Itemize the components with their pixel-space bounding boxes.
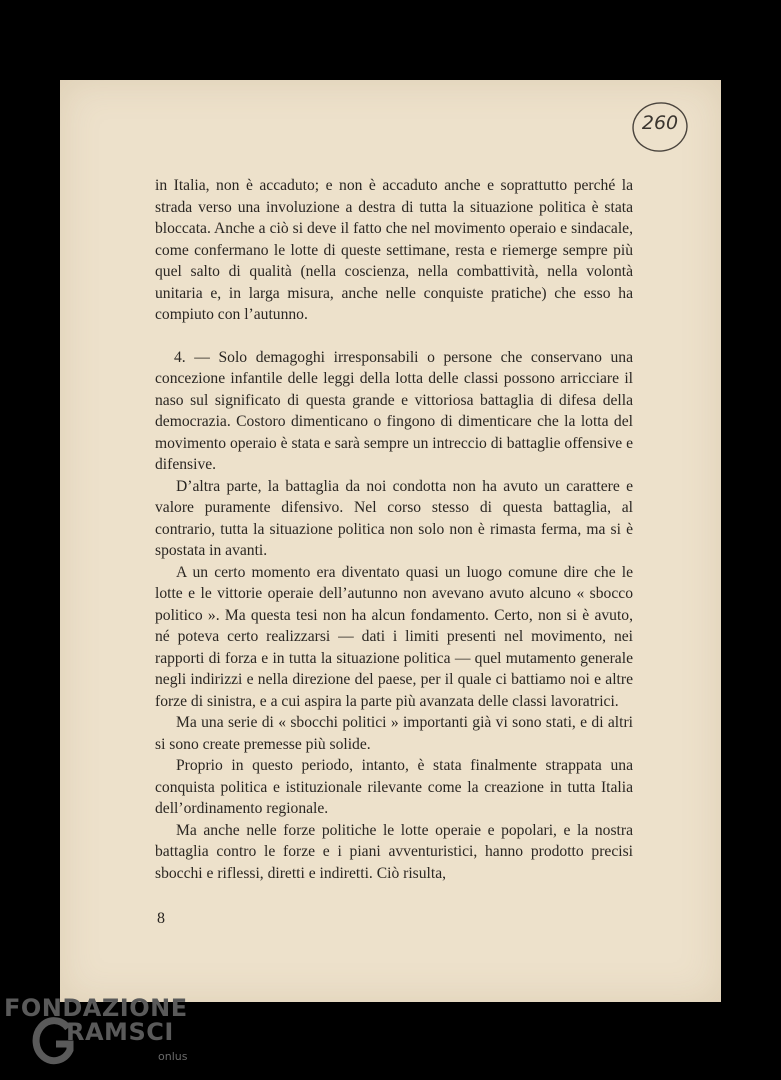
document-page xyxy=(60,80,721,1002)
watermark-line3: onlus xyxy=(158,1050,188,1063)
archive-number: 260 xyxy=(641,112,679,134)
archive-number-stamp xyxy=(629,98,691,156)
body-text xyxy=(155,175,633,884)
paragraph: Proprio in questo periodo, intanto, è stata finalmente strappata una conquista politica e istituzionale rilevante come la creazione in tutta Italia dell’ordinamento regionale. xyxy=(155,757,633,817)
paragraph: Ma anche nelle forze politiche le lotte operaie e popolari, e la nostra battaglia contro le forze e i piani avventuristici, hanno prodotto precisi sbocchi e riflessi, diretti e indiretti. Ciò risulta, xyxy=(155,821,633,882)
page-number: 8 xyxy=(157,910,165,927)
paragraph: D’altra parte, la battaglia da noi condotta non ha avuto un carattere e valore puramente difensivo. Nel corso stesso di questa battaglia, al contrario, tutta la situazione politica non solo non è rimasta ferma, ma si è spostata in avanti. xyxy=(155,477,633,559)
watermark-line2: RAMSCI xyxy=(66,1018,174,1046)
fondazione-gramsci-watermark xyxy=(4,994,204,1076)
paragraph-section-4: 4. — Solo demagoghi irresponsabili o persone che conservano una concezione infantile delle leggi della lotta delle classi possono arricciare il naso sul significato di questa grande e vittoriosa battaglia di difesa della democrazia. Costoro dimenticano o fingono di dimenticare che la lotta del movimento operaio è stata e sarà sempre un intreccio di battaglie offensive e difensive. xyxy=(155,348,633,473)
paragraph: in Italia, non è accaduto; e non è accaduto anche e soprattutto perché la strada verso una involuzione a destra di tutta la situazione politica è stata bloccata. Anche a ciò si deve il fatto che nel movimento operaio e sindacale, come confermano le lotte di queste settimane, resta e riemerge sempre più quel salto di qualità (nella coscienza, nella combattività, nella volontà unitaria e, in larga misura, anche nelle conquiste pratiche) che esso ha compiuto con l’autunno. xyxy=(155,177,633,323)
paragraph: Ma una serie di « sbocchi politici » importanti già vi sono stati, e di altri si sono create premesse più solide. xyxy=(155,714,633,753)
watermark-line1: FONDAZIONE xyxy=(4,994,188,1022)
paragraph: A un certo momento era diventato quasi un luogo comune dire che le lotte e le vittorie operaie dell’autunno non avevano avuto alcuno « sbocco politico ». Ma questa tesi non ha alcun fondamento. Certo, non si è avuto, né poteva certo realizzarsi — dati i limiti presenti nel movimento, nei rapporti di forza e in tutta la situazione politica — quel mutamento generale negli indirizzi e nella direzione del paese, per il quale ci battiamo noi e altre forze di sinistra, e a cui aspira la parte più avanzata delle classi lavoratrici. xyxy=(155,563,633,710)
